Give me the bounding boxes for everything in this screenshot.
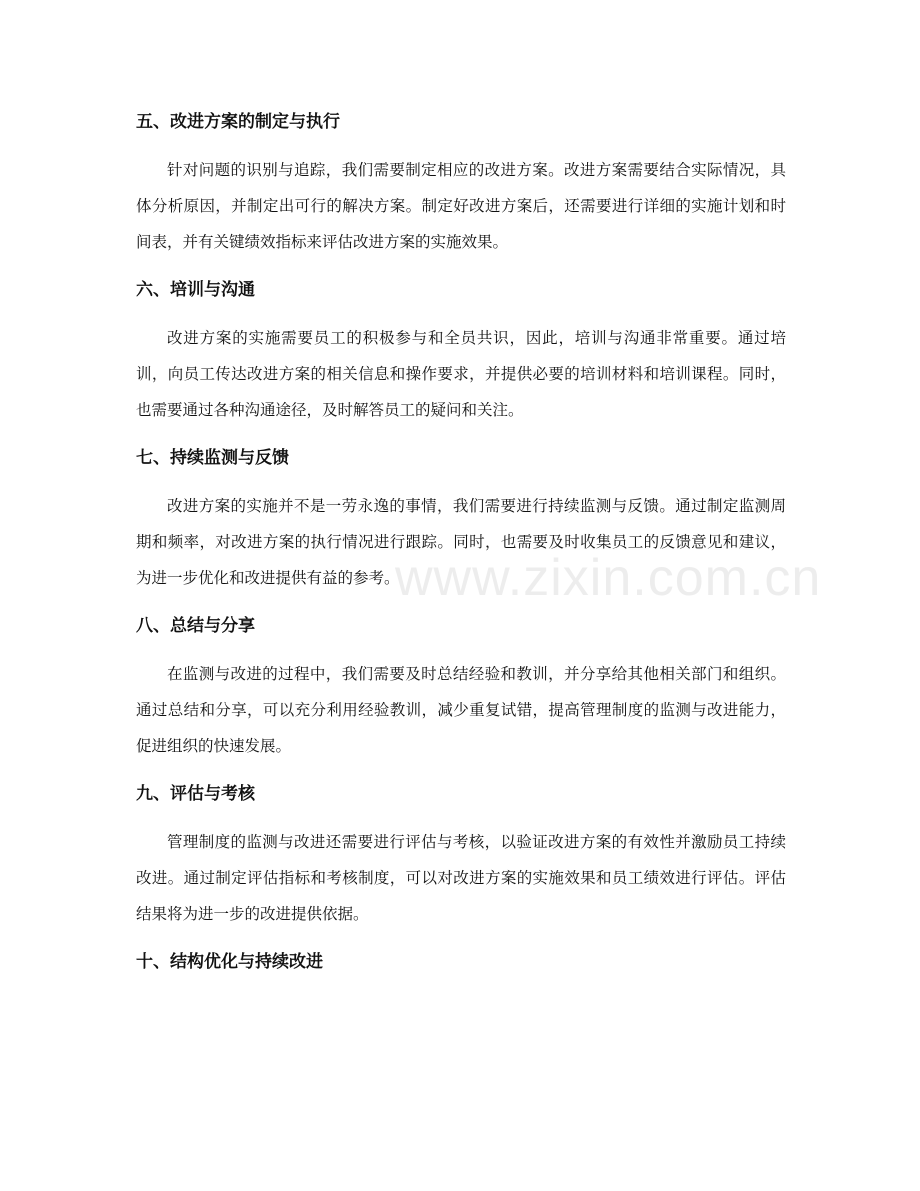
document-body [136, 104, 786, 980]
section-paragraph-6: 改进方案的实施需要员工的积极参与和全员共识，因此，培训与沟通非常重要。通过培训，向员工传达改进方案的相关信息和操作要求，并提供必要的培训材料和培训课程。同时，也需要通过各种沟通途径，及时解答员工的疑问和关注。 [136, 329, 786, 419]
section-heading-5: 五、改进方案的制定与执行 [136, 112, 340, 132]
section-paragraph-8: 在监测与改进的过程中，我们需要及时总结经验和教训，并分享给其他相关部门和组织。通过总结和分享，可以充分利用经验教训，减少重复试错，提高管理制度的监测与改进能力，促进组织的快速发展。 [136, 665, 786, 755]
watermark-text: www.zixin.com.cn [395, 549, 822, 607]
section-paragraph-5: 针对问题的识别与追踪，我们需要制定相应的改进方案。改进方案需要结合实际情况，具体分析原因，并制定出可行的解决方案。制定好改进方案后，还需要进行详细的实施计划和时间表，并有关键绩效指标来评估改进方案的实施效果。 [136, 161, 786, 251]
section-heading-9: 九、评估与考核 [136, 784, 255, 804]
section-heading-10: 十、结构优化与持续改进 [136, 952, 323, 972]
section-paragraph-7: 改进方案的实施并不是一劳永逸的事情，我们需要进行持续监测与反馈。通过制定监测周期和频率，对改进方案的执行情况进行跟踪。同时，也需要及时收集员工的反馈意见和建议，为进一步优化和改进提供有益的参考。 [136, 497, 786, 587]
section-heading-6: 六、培训与沟通 [136, 280, 255, 300]
section-heading-8: 八、总结与分享 [136, 616, 255, 636]
section-paragraph-9: 管理制度的监测与改进还需要进行评估与考核，以验证改进方案的有效性并激励员工持续改进。通过制定评估指标和考核制度，可以对改进方案的实施效果和员工绩效进行评估。评估结果将为进一步的改进提供依据。 [136, 833, 786, 923]
section-heading-7: 七、持续监测与反馈 [136, 448, 289, 468]
